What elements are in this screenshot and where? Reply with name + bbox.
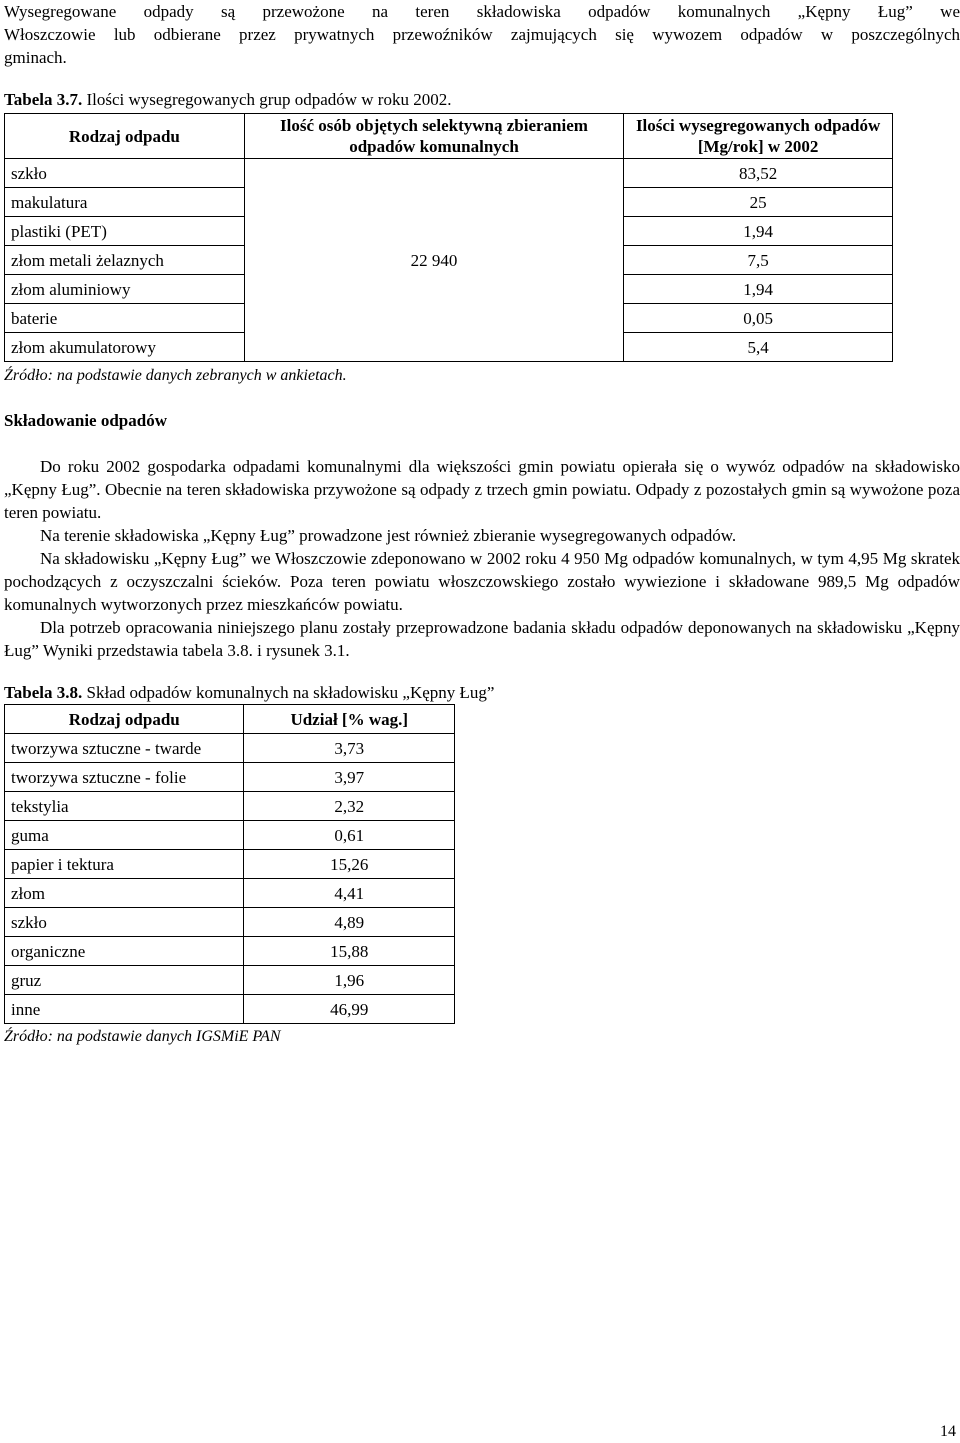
table-row xyxy=(5,792,455,821)
cell-waste-type: papier i tektura xyxy=(5,850,244,879)
cell-share: 46,99 xyxy=(244,995,455,1024)
cell-waste-type: tworzywa sztuczne - folie xyxy=(5,763,244,792)
header-waste-type: Rodzaj odpadu xyxy=(5,114,245,159)
cell-waste-type: guma xyxy=(5,821,244,850)
table-row xyxy=(5,966,455,995)
cell-share: 3,73 xyxy=(244,734,455,763)
table1-caption-label: Tabela 3.7. xyxy=(4,90,83,109)
table1-caption xyxy=(4,88,451,111)
segregated-waste-table xyxy=(4,113,893,362)
table2-source-note: Źródło: na podstawie danych IGSMiE PAN xyxy=(4,1028,281,1045)
table-row xyxy=(5,763,455,792)
paragraph: Na terenie składowiska „Kępny Ług” prowadzone jest również zbieranie wysegregowanych odpadów. xyxy=(40,526,737,545)
intro-line-2: Włoszczowie lub odbierane przez prywatnych przewoźników zajmujących się wywozem odpadów w poszczególnych xyxy=(4,25,960,44)
table-row xyxy=(5,159,893,188)
cell-waste-type: złom akumulatorowy xyxy=(5,333,245,362)
table-header-row xyxy=(5,705,455,734)
cell-waste-type: inne xyxy=(5,995,244,1024)
table1-caption-text: Ilości wysegregowanych grup odpadów w roku 2002. xyxy=(82,90,452,109)
paragraph: Do roku 2002 gospodarka odpadami komunalnymi dla większości gmin powiatu opierała się o wywóz odpadów na składowisko „Kępny Ług”. Obecnie na teren składowiska przywożone są odpady z trzech gmin powiatu. Odpady z pozostałych gmin są wywożone poza teren powiatu. xyxy=(4,457,960,522)
table-row xyxy=(5,821,455,850)
table-row xyxy=(5,879,455,908)
cell-people-count: 22 940 xyxy=(244,159,623,362)
table2-caption-text: Skład odpadów komunalnych na składowisku „Kępny Ług” xyxy=(82,683,495,702)
table-row xyxy=(5,937,455,966)
paragraph: Na składowisku „Kępny Ług” we Włoszczowie zdeponowano w 2002 roku 4 950 Mg odpadów komunalnych, w tym 4,95 Mg skratek pochodzących z oczyszczalni ścieków. Poza teren powiatu włoszczowskiego zostało wywiezione i składowane 989,5 Mg odpadów komunalnych wytworzonych przez mieszkańców powiatu. xyxy=(4,549,960,614)
cell-amount: 7,5 xyxy=(624,246,893,275)
table2-caption xyxy=(4,681,494,704)
cell-waste-type: złom aluminiowy xyxy=(5,275,245,304)
page-number: 14 xyxy=(940,1423,956,1440)
header-waste-type: Rodzaj odpadu xyxy=(5,705,244,734)
section-body xyxy=(4,455,960,662)
table-row xyxy=(5,850,455,879)
waste-composition-table xyxy=(4,704,455,1024)
cell-share: 4,41 xyxy=(244,879,455,908)
cell-amount: 25 xyxy=(624,188,893,217)
cell-waste-type: makulatura xyxy=(5,188,245,217)
header-amount: Ilości wysegregowanych odpadów [Mg/rok] w 2002 xyxy=(624,114,893,159)
cell-share: 15,26 xyxy=(244,850,455,879)
intro-line-1: Wysegregowane odpady są przewożone na teren składowiska odpadów komunalnych „Kępny Ług” we xyxy=(4,2,960,21)
intro-line-3: gminach. xyxy=(4,48,67,67)
table-row xyxy=(5,995,455,1024)
cell-share: 1,96 xyxy=(244,966,455,995)
intro-paragraph xyxy=(4,0,960,69)
cell-waste-type: gruz xyxy=(5,966,244,995)
cell-share: 4,89 xyxy=(244,908,455,937)
cell-waste-type: złom metali żelaznych xyxy=(5,246,245,275)
header-share: Udział [% wag.] xyxy=(244,705,455,734)
cell-share: 15,88 xyxy=(244,937,455,966)
cell-amount: 0,05 xyxy=(624,304,893,333)
cell-share: 0,61 xyxy=(244,821,455,850)
cell-amount: 83,52 xyxy=(624,159,893,188)
paragraph: Dla potrzeb opracowania niniejszego planu zostały przeprowadzone badania składu odpadów deponowanych na składowisku „Kępny Ług” Wyniki przedstawia tabela 3.8. i rysunek 3.1. xyxy=(4,618,960,660)
section-title: Składowanie odpadów xyxy=(4,411,167,430)
cell-waste-type: szkło xyxy=(5,908,244,937)
cell-waste-type: organiczne xyxy=(5,937,244,966)
cell-amount: 1,94 xyxy=(624,275,893,304)
cell-amount: 5,4 xyxy=(624,333,893,362)
header-people-count: Ilość osób objętych selektywną zbieraniem odpadów komunalnych xyxy=(244,114,623,159)
table1-source-note: Źródło: na podstawie danych zebranych w ankietach. xyxy=(4,367,347,384)
cell-amount: 1,94 xyxy=(624,217,893,246)
table-row xyxy=(5,908,455,937)
cell-waste-type: tworzywa sztuczne - twarde xyxy=(5,734,244,763)
cell-share: 3,97 xyxy=(244,763,455,792)
table-row xyxy=(5,734,455,763)
cell-waste-type: plastiki (PET) xyxy=(5,217,245,246)
cell-share: 2,32 xyxy=(244,792,455,821)
cell-waste-type: baterie xyxy=(5,304,245,333)
cell-waste-type: szkło xyxy=(5,159,245,188)
cell-waste-type: tekstylia xyxy=(5,792,244,821)
table-header-row xyxy=(5,114,893,159)
table2-caption-label: Tabela 3.8. xyxy=(4,683,83,702)
cell-waste-type: złom xyxy=(5,879,244,908)
